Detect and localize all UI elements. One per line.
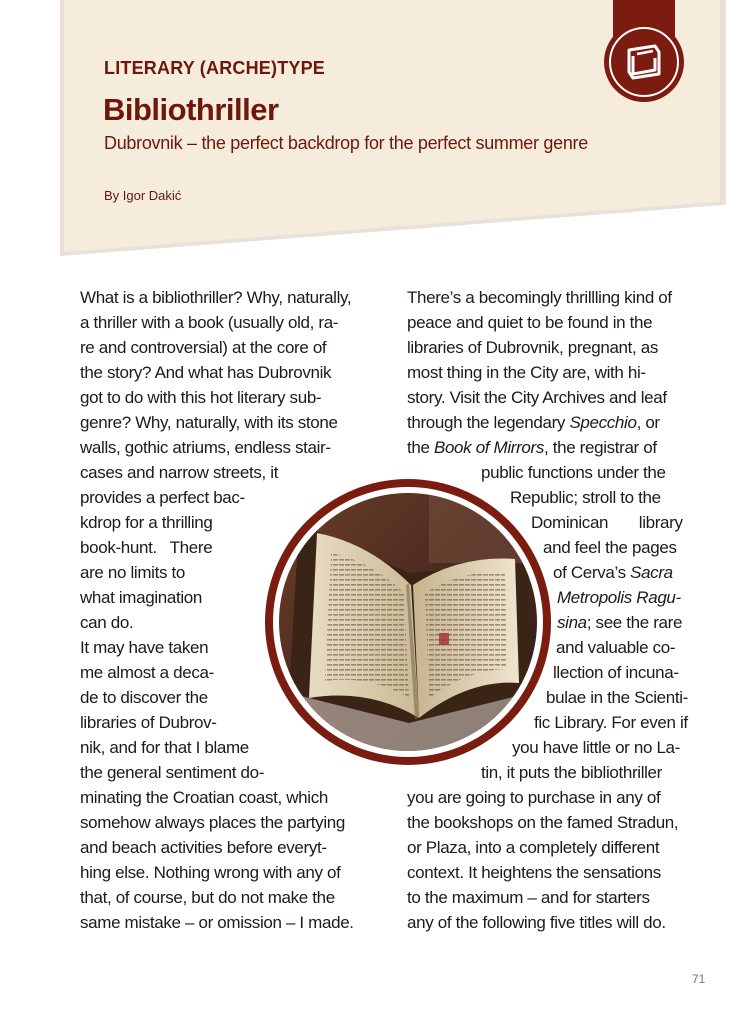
left-line-13: what imagination (80, 588, 202, 607)
right-line-3: libraries of Dubrovnik, pregnant, as (407, 338, 659, 357)
right-line-9: Republic; stroll to the (510, 488, 661, 507)
left-line-21: minating the Croatian coast, which (80, 788, 328, 807)
right-line-16: llection of incuna- (553, 663, 679, 682)
left-line-20: the general sentiment do- (80, 763, 265, 782)
right-line-15: and valuable co- (556, 638, 676, 657)
left-line-22: somehow always places the partying (80, 813, 345, 832)
left-line-3: re and controversial) at the core of (80, 338, 327, 357)
left-line-23: and beach activities before everyt- (80, 838, 327, 857)
right-line-7: the Book of Mirrors, the registrar of (407, 438, 657, 457)
left-line-15: It may have taken (80, 638, 209, 657)
left-line-7: walls, gothic atriums, endless stair- (80, 438, 331, 457)
right-line-2: peace and quiet to be found in the (407, 313, 653, 332)
right-line-20: tin, it puts the bibliothriller (481, 763, 662, 782)
left-line-11: book-hunt. There (80, 538, 213, 557)
left-line-12: are no limits to (80, 563, 185, 582)
left-line-1: What is a bibliothriller? Why, naturally, (80, 288, 352, 307)
left-line-26: same mistake – or omission – I made. (80, 913, 354, 932)
badge-ring (609, 27, 679, 97)
left-line-14: can do. (80, 613, 134, 632)
left-line-16: me almost a deca- (80, 663, 214, 682)
page-number: 71 (692, 972, 706, 986)
book-photo-frame (265, 479, 551, 765)
right-line-5: story. Visit the City Archives and leaf (407, 388, 667, 407)
right-line-4: most thing in the City are, with hi- (407, 363, 646, 382)
right-line-10: Dominican library (531, 513, 683, 532)
left-line-24: hing else. Nothing wrong with any of (80, 863, 341, 882)
left-line-17: de to discover the (80, 688, 208, 707)
left-line-2: a thriller with a book (usually old, ra- (80, 313, 339, 332)
section-kicker: LITERARY (ARCHE)TYPE (104, 58, 326, 78)
left-line-5: got to do with this hot literary sub- (80, 388, 322, 407)
right-line-22: the bookshops on the famed Stradun, (407, 813, 679, 832)
article-subtitle: Dubrovnik – the perfect backdrop for the perfect summer genre (104, 133, 588, 153)
right-line-6: through the legendary Specchio, or (407, 413, 660, 432)
left-line-6: genre? Why, naturally, with its stone (80, 413, 338, 432)
right-line-13: Metropolis Ragu- (557, 588, 681, 607)
left-line-8: cases and narrow streets, it (80, 463, 279, 482)
right-line-11: and feel the pages (543, 538, 677, 557)
byline: By Igor Dakić (104, 188, 182, 203)
right-line-19: you have little or no La- (512, 738, 680, 757)
right-line-21: you are going to purchase in any of (407, 788, 661, 807)
right-line-17: bulae in the Scienti- (546, 688, 688, 707)
right-line-8: public functions under the (481, 463, 666, 482)
section-badge (604, 22, 684, 102)
right-line-25: to the maximum – and for starters (407, 888, 650, 907)
left-line-25: that, of course, but do not make the (80, 888, 335, 907)
right-line-18: fic Library. For even if (534, 713, 688, 732)
right-line-24: context. It heightens the sensations (407, 863, 661, 882)
left-line-10: kdrop for a thrilling (80, 513, 213, 532)
right-line-12: of Cerva’s Sacra (553, 563, 673, 582)
right-line-26: any of the following five titles will do. (407, 913, 666, 932)
right-line-23: or Plaza, into a completely different (407, 838, 660, 857)
right-line-1: There’s a becomingly thrillling kind of (407, 288, 672, 307)
left-line-18: libraries of Dubrov- (80, 713, 217, 732)
left-line-4: the story? And what has Dubrovnik (80, 363, 332, 382)
left-line-9: provides a perfect bac- (80, 488, 245, 507)
book-icon (623, 44, 665, 80)
left-line-19: nik, and for that I blame (80, 738, 249, 757)
right-line-14: sina; see the rare (557, 613, 683, 632)
open-book-photo (279, 493, 537, 751)
article-title: Bibliothriller (103, 92, 279, 127)
